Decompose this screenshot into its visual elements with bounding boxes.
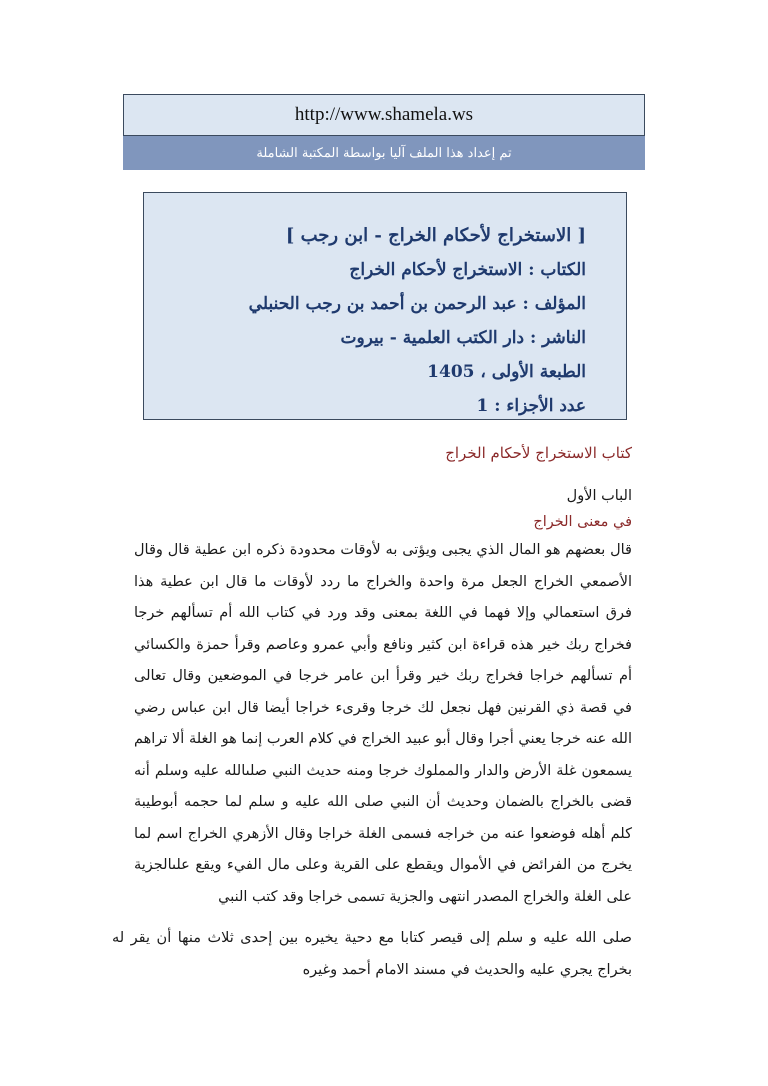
book-title-heading: كتاب الاستخراج لأحكام الخراج [445, 444, 632, 462]
book-info-title: [ الاستخراج لأحكام الخراج - ابن رجب ] [285, 225, 586, 246]
body-paragraph-2: صلى الله عليه و سلم إلى قيصر كتابا مع دحية يخيره بين إحدى ثلاث منها أن يقر له بخراج يجري عليه والحديث في مسند الامام أحمد وغيره [112, 930, 632, 978]
book-info-publisher: الناشر : دار الكتب العلمية - بيروت [340, 328, 586, 348]
chapter-heading: الباب الأول [566, 488, 632, 504]
book-info-box [143, 192, 627, 420]
document-body [112, 435, 632, 986]
book-info-parts: عدد الأجزاء : 1 [476, 396, 586, 416]
section-heading: في معنى الخراج [533, 514, 632, 530]
book-info-author: المؤلف : عبد الرحمن بن أحمد بن رجب الحنبلي [248, 294, 586, 314]
library-banner: تم إعداد هذا الملف آليا بواسطة المكتبة الشاملة [123, 136, 645, 170]
source-url[interactable]: http://www.shamela.ws [123, 94, 645, 136]
book-info-edition: الطبعة الأولى ، 1405 [427, 362, 586, 382]
book-info-book: الكتاب : الاستخراج لأحكام الخراج [349, 260, 586, 280]
body-paragraph-1: قال بعضهم هو المال الذي يجبى ويؤتى به لأوقات محدودة ذكره ابن عطية قال وقال الأصمعي الخراج الجعل مرة واحدة والخراج ما ردد لأوقات ما قال ابن عطية هذا فرق استعمالي وإلا فهما في اللغة بمعنى وقد ورد في كتاب الله أم تسألهم خرجا فخراج ربك خير هذه قراءة ابن كثير ونافع وأبي عمرو وعاصم وقرأ حمزة والكسائي أم تسألهم خراجا فخراج ربك خير وقرأ ابن عامر خرجا في الموضعين وقال تعالى في قصة ذي القرنين فهل نجعل لك خرجا وقرىء خراجا أيضا قال ابن عباس رضي الله عنه خرجا يعني أجرا وقال أبو عبيد الخراج في كلام العرب إنما هو الغلة ألا تراهم يسمعون غلة الأرض والدار والمملوك خرجا ومنه حديث النبي صلىالله عليه وسلم أنه قضى بالخراج بالضمان وحديث أن النبي صلى الله عليه و سلم لما حجمه أبوطيبة كلم أهله فوضعوا عنه من خراجه فسمى الغلة خراجا وقال الأزهري الخراج اسم لما يخرج من الفرائض في الأموال ويقطع على القرية وعلى مال الفيء ويقع علىالجزية على الغلة والخراج المصدر انتهى والجزية تسمى خراجا وقد كتب النبي [134, 542, 632, 905]
